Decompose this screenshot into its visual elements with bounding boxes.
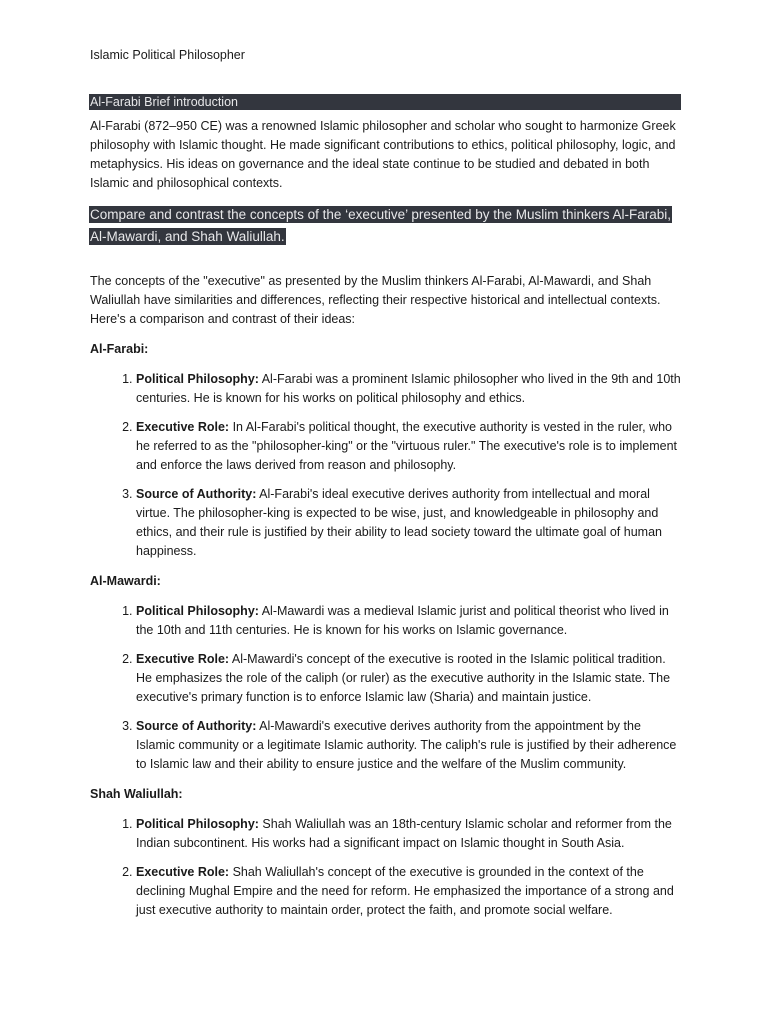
list-item: [136, 602, 682, 640]
item-label: Executive Role:: [136, 652, 230, 666]
item-label: Political Philosophy:: [136, 817, 259, 831]
intro-paragraph: Al-Farabi (872–950 CE) was a renowned Islamic philosopher and scholar who sought to harmonize Greek philosophy with Islamic thought. He made significant contributions to ethics, political philosophy, logic, and metaphysics. His ideas on governance and the ideal state continue to be studied and debated in both Islamic and philosophical contexts.: [90, 119, 676, 190]
item-label: Political Philosophy:: [136, 604, 259, 618]
list-item: [136, 650, 682, 707]
list-item: [136, 717, 682, 774]
item-text: Al-Mawardi was a medieval Islamic jurist and political theorist who lived in the 10th and 11th centuries. He is known for his works on Islamic governance.: [136, 604, 669, 637]
lead-paragraph: The concepts of the "executive" as presented by the Muslim thinkers Al-Farabi, Al-Mawardi, and Shah Waliullah have similarities and differences, reflecting their respective historical and intellectual contexts. Here's a comparison and contrast of their ideas:: [90, 274, 661, 326]
item-label: Executive Role:: [136, 865, 230, 879]
item-label: Source of Authority:: [136, 719, 257, 733]
item-text: Al-Farabi's ideal executive derives authority from intellectual and moral virtue. The philosopher-king is expected to be wise, just, and knowledgeable in philosophy and ethics, and their rule is justified by their ability to lead society toward the ultimate goal of human happiness.: [136, 487, 662, 558]
item-text: Shah Waliullah was an 18th-century Islamic scholar and reformer from the Indian subcontinent. His works had a significant impact on Islamic thought in South Asia.: [136, 817, 672, 850]
list-item: [136, 815, 682, 853]
section-title-al-farabi: Al-Farabi:: [90, 342, 149, 356]
item-text: Al-Farabi was a prominent Islamic philosopher who lived in the 9th and 10th centuries. He is known for his works on political philosophy and ethics.: [136, 372, 681, 405]
list-item: [136, 370, 682, 408]
item-text: Shah Waliullah's concept of the executive is grounded in the context of the declining Mughal Empire and the need for reform. He emphasized the importance of a strong and just executive authority to maintain order, protect the faith, and promote social welfare.: [136, 865, 674, 917]
list-shah-waliullah: [90, 815, 682, 920]
list-item: [136, 418, 682, 475]
item-label: Political Philosophy:: [136, 372, 259, 386]
item-label: Source of Authority:: [136, 487, 257, 501]
item-label: Executive Role:: [136, 420, 230, 434]
intro-heading: Al-Farabi Brief introduction: [89, 94, 681, 110]
list-item: [136, 863, 682, 920]
question-text: Compare and contrast the concepts of the ‘executive’ presented by the Muslim thinkers Al-Farabi, Al-Mawardi, and Shah Waliullah.: [90, 207, 672, 244]
item-text: In Al-Farabi's political thought, the executive authority is vested in the ruler, who he referred to as the "philosopher-king" or the "virtuous ruler." The executive's role is to implement and enforce the laws derived from reason and philosophy.: [136, 420, 678, 472]
section-title-shah-waliullah: Shah Waliullah:: [90, 787, 183, 801]
list-al-farabi: [90, 370, 682, 561]
list-al-mawardi: [90, 602, 682, 774]
section-title-al-mawardi: Al-Mawardi:: [90, 574, 161, 588]
list-item: [136, 485, 682, 561]
item-text: Al-Mawardi's concept of the executive is rooted in the Islamic political tradition. He emphasizes the role of the caliph (or ruler) as the executive authority in the Islamic state. The executive's primary function is to enforce Islamic law (Sharia) and maintain justice.: [136, 652, 671, 704]
answer-body: [90, 272, 682, 930]
item-text: Al-Mawardi's executive derives authority from the appointment by the Islamic community or a legitimate Islamic authority. The caliph's rule is justified by their adherence to Islamic law and their ability to ensure justice and the welfare of the Muslim community.: [136, 719, 677, 771]
page-header: Islamic Political Philosopher: [90, 48, 245, 62]
question-block: [89, 204, 681, 248]
